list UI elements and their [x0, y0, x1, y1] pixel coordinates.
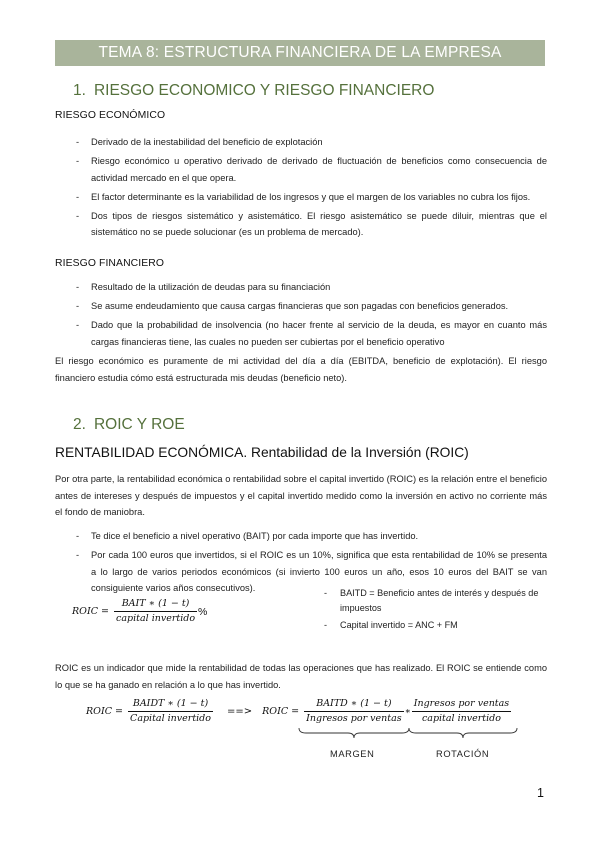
roic-subtitle: RENTABILIDAD ECONÓMICA. Rentabilidad de la Inversión (ROIC) [55, 445, 469, 460]
formula-numerator: BAIT ∗ (1 − t) [121, 598, 190, 609]
list-item: - Por cada 100 euros que invertidos, si el ROIC es un 10%, significa que esta rentabilidad de 10% se presenta a lo largo de varios periodos económicos (si invierto 100 euros un año, esos 10 euros del BAIT se van consiguiente varios años consecutivos). [55, 547, 547, 597]
rotation-fraction [412, 698, 511, 725]
rotation-denominator: capital invertido [421, 713, 501, 724]
roic-formula [72, 598, 207, 625]
margin-numerator: BAITD ∗ (1 − t) [316, 698, 392, 709]
section-2-heading [73, 416, 185, 434]
section-1-number: 1. [73, 82, 86, 99]
list-item: - Riesgo económico u operativo derivado de derivado de fluctuación de beneficios como consecuencia de actividad mercado en el que opera. [55, 153, 547, 186]
roic-decomposition-formula [86, 698, 511, 725]
formula-denominator: Capital invertido [130, 713, 211, 724]
margin-fraction [304, 698, 403, 725]
implies-arrow: ==> [226, 706, 253, 717]
list-item: - El factor determinante es la variabilidad de los ingresos y que el margen de los variables no cubra los fijos. [55, 189, 547, 206]
formula-percent: % [198, 605, 208, 618]
fraction-bar [128, 711, 213, 712]
rotation-numerator: Ingresos por ventas [413, 698, 510, 709]
rotacion-label: ROTACIÓN [436, 749, 490, 759]
riesgo-financiero-list [55, 279, 547, 353]
formula-lhs-2: ROIC = [262, 706, 300, 717]
list-item: - Resultado de la utilización de deudas para su financiación [55, 279, 547, 296]
fraction-bar [114, 611, 197, 612]
page-number: 1 [537, 786, 544, 800]
formula-fraction [114, 598, 197, 625]
section-2-number: 2. [73, 416, 86, 433]
riesgo-economico-list [55, 134, 547, 243]
riesgo-economico-heading: RIESGO ECONÓMICO [55, 110, 166, 121]
list-item: - Dos tipos de riesgos sistemático y asistemático. El riesgo asistemático se puede diluir, mientras que el sistemático no se puede solucionar (es un problema de mercado). [55, 208, 547, 241]
list-item: - Se asume endeudamiento que causa cargas financieras que son pagadas con beneficios generados. [55, 298, 547, 315]
formula-numerator: BAIDT ∗ (1 − t) [132, 698, 209, 709]
list-item: - Dado que la probabilidad de insolvencia (no hacer frente al servicio de la deuda, es mayor en cuanto más cargas financieras tiene, las cuales no pueden ser cubiertas por el beneficio operativo [55, 317, 547, 350]
roic-paragraph: ROIC es un indicador que mide la rentabilidad de todas las operaciones que has realizado. El ROIC se entiende como lo que se ha ganado en relación a lo que has invertido. [55, 663, 547, 690]
margen-brace [298, 727, 410, 739]
list-item: - Derivado de la inestabilidad del beneficio de explotación [55, 134, 547, 151]
times-symbol: ∗ [404, 706, 411, 717]
riesgo-summary: El riesgo económico es puramente de mi actividad del día a día (EBITDA, beneficio de explotación). El riesgo financiero estudia cómo está estructurada mis deudas (beneficio neto). [55, 356, 547, 383]
fraction-bar [412, 711, 511, 712]
legend-item: - Capital invertido = ANC + FM [322, 618, 552, 633]
margin-denominator: Ingresos por ventas [306, 713, 402, 724]
formula-denominator: capital invertido [116, 613, 196, 624]
section-2-title: ROIC Y ROE [93, 416, 185, 433]
legend-item: - BAITD = Beneficio antes de interés y después de impuestos [322, 586, 552, 616]
fraction-bar [304, 711, 403, 712]
roic-intro: Por otra parte, la rentabilidad económica o rentabilidad sobre el capital invertido (ROIC) es la relación entre el beneficio antes de intereses y después de impuestos y el capital invertido medido como la inversión en activo no corriente más el fondo de maniobra. [55, 474, 547, 517]
formula-fraction [128, 698, 213, 725]
rotacion-brace [408, 727, 518, 739]
formula-legend [322, 586, 552, 635]
margen-label: MARGEN [330, 749, 375, 759]
chapter-title: TEMA 8: ESTRUCTURA FINANCIERA DE LA EMPRESA [98, 44, 502, 61]
section-1-title: RIESGO ECONOMICO Y RIESGO FINANCIERO [93, 82, 435, 99]
formula-lhs: ROIC = [72, 606, 109, 617]
riesgo-financiero-heading: RIESGO FINANCIERO [55, 258, 165, 269]
chapter-banner [55, 40, 545, 66]
formula-lhs: ROIC = [86, 706, 123, 717]
list-item: - Te dice el beneficio a nivel operativo (BAIT) por cada importe que has invertido. [55, 528, 547, 545]
section-1-heading [73, 82, 434, 100]
